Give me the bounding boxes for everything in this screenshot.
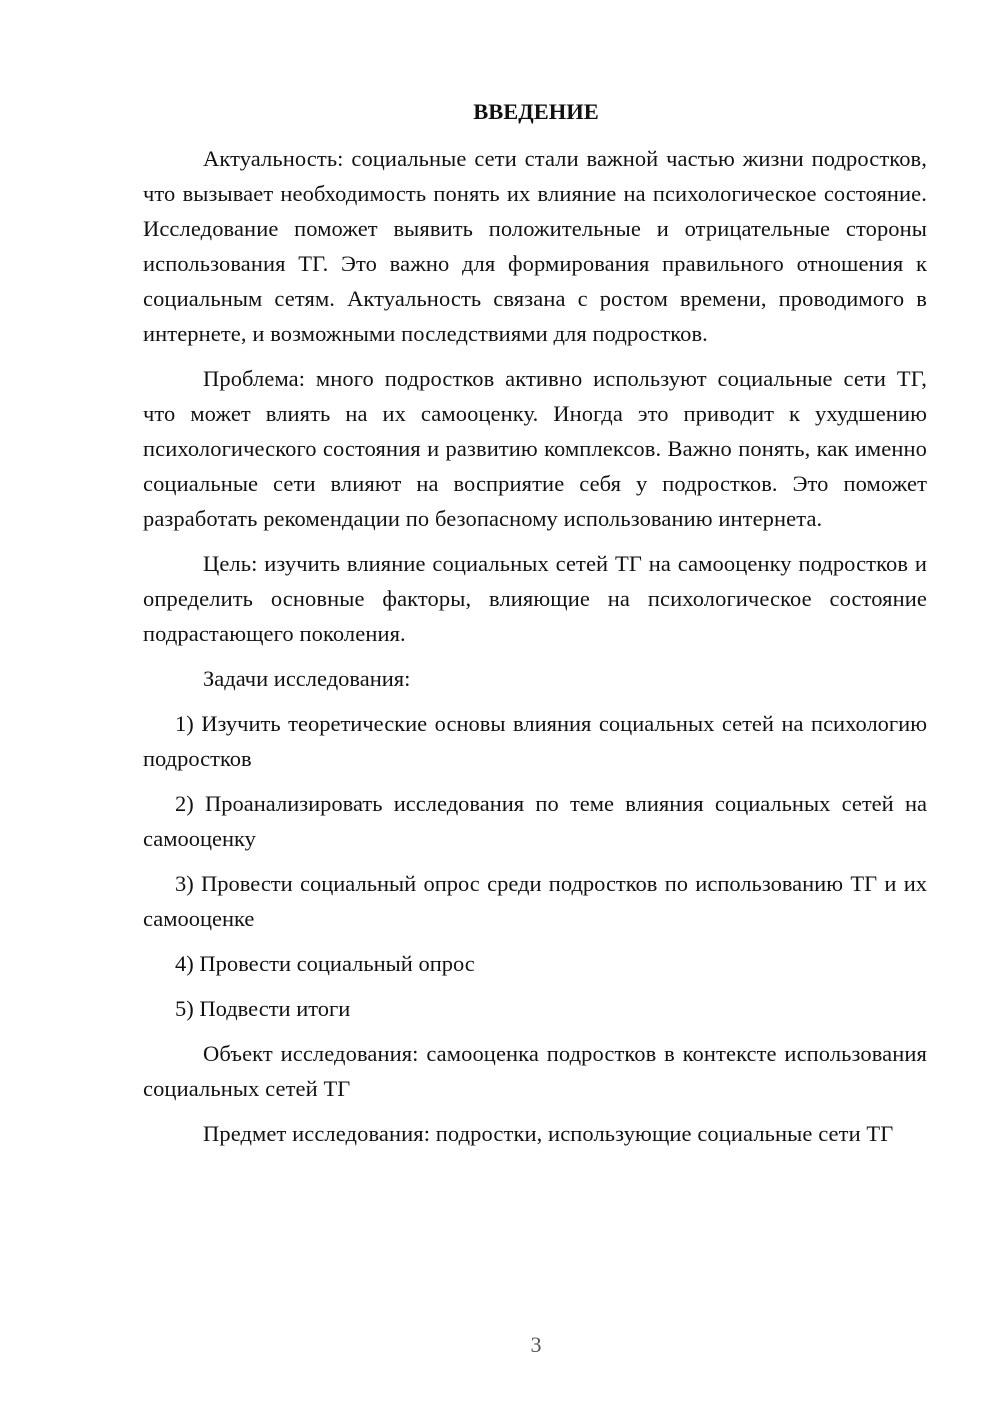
task-item: 2) Проанализировать исследования по теме влияния социальных сетей на самооценку [143, 791, 927, 851]
task-item: 1) Изучить теоретические основы влияния социальных сетей на психологию подростков [143, 711, 927, 771]
page-number: 3 [530, 1332, 542, 1357]
goal-paragraph: Цель: изучить влияние социальных сетей ТГ на самооценку подростков и определить основные факторы, влияющие на психологическое состояние подрастающего поколения. [143, 551, 927, 646]
relevance-paragraph: Актуальность: социальные сети стали важной частью жизни подростков, что вызывает необходимость понять их влияние на психологическое состояние. Исследование поможет выявить положительные и отрицательные стороны использования ТГ. Это важно для формирования правильного отношения к социальным сетям. Актуальность связана с ростом времени, проводимого в интернете, и возможными последствиями для подростков. [143, 146, 927, 346]
task-item: 4) Провести социальный опрос [175, 951, 475, 976]
page-heading: ВВЕДЕНИЕ [473, 99, 599, 124]
subject-paragraph: Предмет исследования: подростки, использующие социальные сети ТГ [203, 1121, 894, 1146]
page-content [143, 94, 927, 1161]
task-item: 5) Подвести итоги [175, 996, 351, 1021]
task-item: 3) Провести социальный опрос среди подростков по использованию ТГ и их самооценке [143, 871, 927, 931]
tasks-label: Задачи исследования: [203, 666, 411, 691]
object-paragraph: Объект исследования: самооценка подростков в контексте использования социальных сетей ТГ [143, 1041, 927, 1101]
problem-paragraph: Проблема: много подростков активно используют социальные сети ТГ, что может влиять на их самооценку. Иногда это приводит к ухудшению психологического состояния и развитию комплексов. Важно понять, как именно социальные сети влияют на восприятие себя у подростков. Это поможет разработать рекомендации по безопасному использованию интернета. [143, 366, 927, 531]
